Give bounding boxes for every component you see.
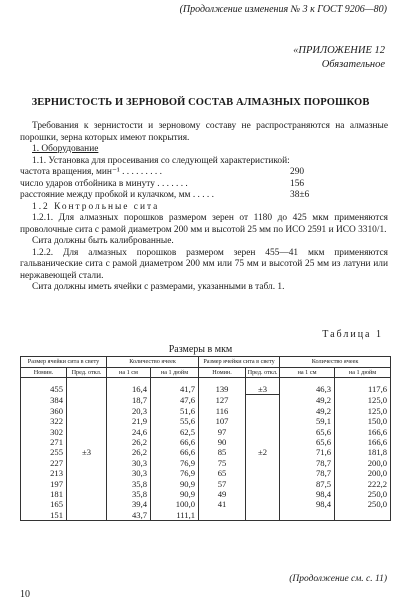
cell-cm: 30,3 xyxy=(107,468,151,478)
th-in: на 1 дюйм xyxy=(151,367,199,378)
cell-in: 76,9 xyxy=(151,458,199,468)
cell-nom: 271 xyxy=(21,437,67,447)
cell-nom: 213 xyxy=(21,468,67,478)
cell-in: 90,9 xyxy=(151,489,199,499)
cell-dev xyxy=(67,489,107,499)
cell-in: 125,0 xyxy=(335,395,391,406)
cell-dev xyxy=(246,510,280,521)
th-count-left: Количество ячеек xyxy=(107,357,199,368)
cell-cm: 49,2 xyxy=(280,395,335,406)
cell-dev xyxy=(67,499,107,509)
cell-cm: 71,6 xyxy=(280,447,335,457)
cell-nom: 255 xyxy=(21,447,67,457)
cell-in xyxy=(335,510,391,521)
cell-in: 62,5 xyxy=(151,427,199,437)
cell-in: 66,6 xyxy=(151,447,199,457)
cell-cm: 26,2 xyxy=(107,437,151,447)
cell-cm: 43,7 xyxy=(107,510,151,521)
continuation-note: (Продолжение см. с. 11) xyxy=(289,574,387,584)
cell-nom: 197 xyxy=(21,479,67,489)
th-dev: Пред. откл. xyxy=(246,367,280,378)
cell-dev xyxy=(246,416,280,426)
th-count-right: Количество ячеек xyxy=(280,357,391,368)
cell-in: 150,0 xyxy=(335,416,391,426)
cell-dev xyxy=(67,479,107,489)
cell-in: 117,6 xyxy=(335,378,391,395)
cell-dev xyxy=(246,489,280,499)
intro-paragraph: Требования к зернистости и зерновому составу не распространяются на алмазные порошки, зерна которых имеют покрытия. xyxy=(20,121,388,143)
table-row xyxy=(21,489,391,499)
table-row xyxy=(21,395,391,406)
cell-cm: 78,7 xyxy=(280,458,335,468)
spec-row-strikes: число ударов отбойника в минуту . . . . . . . 156 xyxy=(20,178,305,189)
cell-in: 66,6 xyxy=(151,437,199,447)
cell-nom: 302 xyxy=(21,427,67,437)
appendix-status: Обязательное xyxy=(321,59,385,70)
table-row xyxy=(21,479,391,489)
cell-cm: 39,4 xyxy=(107,499,151,509)
cell-dev: ±3 xyxy=(246,378,280,395)
cell-in: 181,8 xyxy=(335,447,391,457)
cell-cm: 78,7 xyxy=(280,468,335,478)
cell-nom: 97 xyxy=(199,427,246,437)
th-cm: на 1 см xyxy=(107,367,151,378)
cell-dev xyxy=(246,427,280,437)
cell-in: 200,0 xyxy=(335,468,391,478)
cell-dev xyxy=(67,395,107,406)
cell-nom: 322 xyxy=(21,416,67,426)
cell-nom: 90 xyxy=(199,437,246,447)
cell-dev xyxy=(67,378,107,395)
cell-cm: 98,4 xyxy=(280,489,335,499)
cell-dev xyxy=(246,479,280,489)
th-cm: на 1 см xyxy=(280,367,335,378)
cell-dev xyxy=(67,406,107,416)
cell-nom: 360 xyxy=(21,406,67,416)
cell-in: 111,1 xyxy=(151,510,199,521)
cell-dev xyxy=(67,468,107,478)
cell-nom: 127 xyxy=(199,395,246,406)
cell-cm: 98,4 xyxy=(280,499,335,509)
sieve-table xyxy=(20,356,391,521)
spec-row-distance: расстояние между пробкой и кулачком, мм . . . . . 38±6 xyxy=(20,190,310,200)
table-row xyxy=(21,416,391,426)
appendix-block xyxy=(293,44,385,72)
cell-cm: 35,8 xyxy=(107,479,151,489)
cell-cm: 26,2 xyxy=(107,447,151,457)
table-row xyxy=(21,378,391,395)
running-header: (Продолжение изменения № 3 к ГОСТ 9206—80) xyxy=(179,4,387,15)
cell-dev xyxy=(67,416,107,426)
table-row xyxy=(21,458,391,468)
cell-cm: 46,3 xyxy=(280,378,335,395)
cell-nom: 116 xyxy=(199,406,246,416)
cell-in: 55,6 xyxy=(151,416,199,426)
cell-nom: 75 xyxy=(199,458,246,468)
cell-in: 90,9 xyxy=(151,479,199,489)
page-number: 10 xyxy=(20,589,30,600)
th-dev: Пред. откл. xyxy=(67,367,107,378)
cell-cm: 59,1 xyxy=(280,416,335,426)
cell-nom: 41 xyxy=(199,499,246,509)
cell-nom: 227 xyxy=(21,458,67,468)
table-row xyxy=(21,468,391,478)
cell-nom: 384 xyxy=(21,395,67,406)
cell-nom: 65 xyxy=(199,468,246,478)
cell-cm: 18,7 xyxy=(107,395,151,406)
table-row xyxy=(21,406,391,416)
cell-cm: 35,8 xyxy=(107,489,151,499)
table-row xyxy=(21,510,391,521)
cell-dev xyxy=(67,427,107,437)
section-1-heading: 1. Оборудование xyxy=(32,144,99,154)
cell-dev: ±2 xyxy=(246,447,280,457)
table-row xyxy=(21,499,391,509)
cell-nom: 151 xyxy=(21,510,67,521)
section-1-1: 1.1. Установка для просеивания со следующей характеристикой: xyxy=(32,155,290,166)
table-body xyxy=(21,378,391,521)
cell-nom: 455 xyxy=(21,378,67,395)
cell-in: 166,6 xyxy=(335,437,391,447)
cell-in: 222,2 xyxy=(335,479,391,489)
th-in: на 1 дюйм xyxy=(335,367,391,378)
cell-nom xyxy=(199,510,246,521)
cell-dev: ±3 xyxy=(67,447,107,457)
cell-in: 76,9 xyxy=(151,468,199,478)
cell-dev xyxy=(246,458,280,468)
cell-in: 47,6 xyxy=(151,395,199,406)
table-row xyxy=(21,447,391,457)
cell-nom: 85 xyxy=(199,447,246,457)
cell-nom: 181 xyxy=(21,489,67,499)
cell-dev xyxy=(67,458,107,468)
cell-in: 200,0 xyxy=(335,458,391,468)
table-row xyxy=(21,437,391,447)
cell-dev xyxy=(67,510,107,521)
cell-nom: 139 xyxy=(199,378,246,395)
cell-cm: 65,6 xyxy=(280,427,335,437)
th-size-right: Размер ячейки сита в свету xyxy=(199,357,280,368)
cell-dev xyxy=(67,437,107,447)
cell-nom: 165 xyxy=(21,499,67,509)
cell-cm: 24,6 xyxy=(107,427,151,437)
cell-cm: 30,3 xyxy=(107,458,151,468)
cell-cm xyxy=(280,510,335,521)
cell-in: 51,6 xyxy=(151,406,199,416)
cell-in: 100,0 xyxy=(151,499,199,509)
section-1-2-1: 1.2.1. Для алмазных порошков размером зерен от 1180 до 425 мкм применяются проволочные сита с рамой диаметром 200 мм и высотой 25 мм по ИСО 2591 и ИСО 3310/1. xyxy=(20,213,388,235)
spec-row-rotation: частота вращения, мин⁻¹ . . . . . . . . . 290 xyxy=(20,167,305,177)
body-text xyxy=(20,121,388,294)
cell-cm: 65,6 xyxy=(280,437,335,447)
cell-dev xyxy=(246,406,280,416)
cell-cm: 20,3 xyxy=(107,406,151,416)
cell-in: 41,7 xyxy=(151,378,199,395)
cell-dev xyxy=(246,437,280,447)
section-1-2-1-note: Сита должны быть калиброванные. xyxy=(32,236,174,246)
cell-cm: 49,2 xyxy=(280,406,335,416)
table-row xyxy=(21,427,391,437)
cell-in: 125,0 xyxy=(335,406,391,416)
th-nom: Номин. xyxy=(199,367,246,378)
appendix-label: «ПРИЛОЖЕНИЕ 12 xyxy=(293,45,385,56)
cell-dev xyxy=(246,395,280,406)
cell-cm: 21,9 xyxy=(107,416,151,426)
section-1-2-2: 1.2.2. Для алмазных порошков размером зерен 455—41 мкм применяются гальванические сита с рамой диаметром 200 мм или 75 мм и высотой 25 мм из латуни или нержавеющей стали. xyxy=(20,247,388,281)
th-nom: Номин. xyxy=(21,367,67,378)
th-size-left: Размер ячейки сита в свету xyxy=(21,357,107,368)
cell-dev xyxy=(246,468,280,478)
cell-cm: 87,5 xyxy=(280,479,335,489)
cell-nom: 57 xyxy=(199,479,246,489)
section-1-2: 1.2 Контрольные сита xyxy=(32,201,160,212)
cell-dev xyxy=(246,499,280,509)
table-caption: Таблица 1 xyxy=(322,329,383,340)
cell-in: 250,0 xyxy=(335,499,391,509)
cell-in: 250,0 xyxy=(335,489,391,499)
cell-cm: 16,4 xyxy=(107,378,151,395)
cell-in: 166,6 xyxy=(335,427,391,437)
cell-nom: 49 xyxy=(199,489,246,499)
table-subtitle: Размеры в мкм xyxy=(168,344,233,355)
section-1-2-2-note: Сита должны иметь ячейки с размерами, указанными в табл. 1. xyxy=(32,282,285,292)
cell-nom: 107 xyxy=(199,416,246,426)
page-title: ЗЕРНИСТОСТЬ И ЗЕРНОВОЙ СОСТАВ АЛМАЗНЫХ ПОРОШКОВ xyxy=(31,97,370,108)
